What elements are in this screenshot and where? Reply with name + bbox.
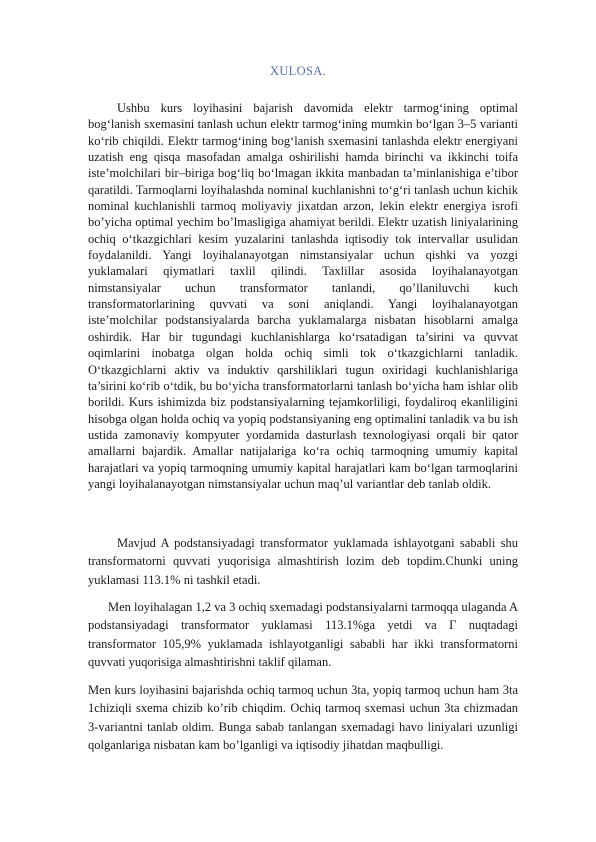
paragraph-scheme-choice: Men kurs loyihasini bajarishda ochiq tarmoq uchun 3ta, yopiq tarmoq uchun ham 3ta 1chiziqli sxema chizib ko’rib chiqdim. Ochiq tarmoq sxemasi uchun 3ta chizmadan 3-variantni tanlab oldim. Bunga sabab tanlangan sxemadagi havo liniyalari uzunligi qolganlariga nisbatan kam bo’lganligi va iqtisodiy jihatdan maqbulligi.: [88, 683, 518, 753]
paragraph-transformer-a: Mavjud A podstansiyadagi transformator yuklamada ishlayotgani sababli shu transformatorni quvvati yuqorisiga almashtirish lozim deb topdim.Chunki uning yuklamasi 113.1% ni tashkil etadi.: [88, 536, 518, 587]
paragraph-summary: Ushbu kurs loyihasini bajarish davomida elektr tarmog‘ining optimal bog‘lanish sxemasini tanlash uchun elektr tarmog‘ining mumkin bo‘lgan 3–5 varianti ko‘rib chiqildi. Elektr tarmog‘ining bog‘lanish sxemasini tanlashda elektr energiyani uzatish eng qisqa masofadan amalga oshirilishi hamda birinchi va ikkinchi toifa iste’molchilari bir–biriga bog‘liq bo‘lmagan ikkita manbadan ta’minlanishiga e’tibor qaratildi. Tarmoqlarni loyihalashda nominal kuchlanishni to‘g‘ri tanlash uchun kichik nominal kuchlanishli tarmoq moliyaviy jixatdan arzon, lekin elektr energiya isrofi bo’yicha optimal yechim bo’lmasligiga ahamiyat berildi. Elektr uzatish liniyalarining ochiq o‘tkazgichlari kesim yuzalarini tanlashda iqtisodiy tok intervallar usulidan foydalanildi. Yangi loyihalanayotgan nimstansiyalar uchun qishki va yozgi yuklamalari qiymatlari taxlil qilindi. Taxlillar asosida loyihalanayotgan nimstansiyalar uchun transformator tanlandi, qo’llaniluvchi kuch transformatorlarining quvvati va soni aniqlandi. Yangi loyihalanayotgan iste’molchilar podstansiyalarda barcha yuklamalarga nisbatan hisoblarni amalga oshirdik. Har bir tugundagi kuchlanishlarga ko‘rsatadigan ta’sirini va quvvat oqimlarini inobatga olgan holda ochiq simli tok o‘tkazgichlarni tanladik. O‘tkazgichlarni aktiv va induktiv qarshiliklari tugun oxiridagi kuchlanishlariga ta’sirini ko‘rib o‘tdik, bu bo‘yicha transformatorlarni tanlash bo‘yicha ham ishlar olib borildi. Kurs ishimizda biz podstansiyalarning tejamkorliligi, foydaliroq ekanliligini hisobga olgan holda ochiq va yopiq podstansiyaning eng optimalini tanladik va bu ish ustida zamonaviy kompyuter yordamida dasturlash texnologiyasi orqali bir qator amallarni bajardik. Amallar natijalariga ko‘ra ochiq tarmoqning umumiy kapital harajatlari va yopiq tarmoqning umumiy kapital harajatlari kam bo‘lgan tarmoqlarini yangi loyihalanayotgan nimstansiyalar uchun maq’ul variantlar deb tanlab oldik.: [88, 101, 518, 491]
paragraph-transformer-proposal: Men loyihalagan 1,2 va 3 ochiq sxemadagi podstansiyalarni tarmoqqa ulaganda A podstansiyadagi transformator yuklamasi 113.1%ga yetdi va Г nuqtadagi transformator 105,9% yuklamada ishlayotganligi sababli har ikki transformatorni quvvati yuqorisiga almashtirishni taklif qilaman.: [88, 600, 518, 670]
page-title: XULOSA.: [270, 64, 326, 78]
